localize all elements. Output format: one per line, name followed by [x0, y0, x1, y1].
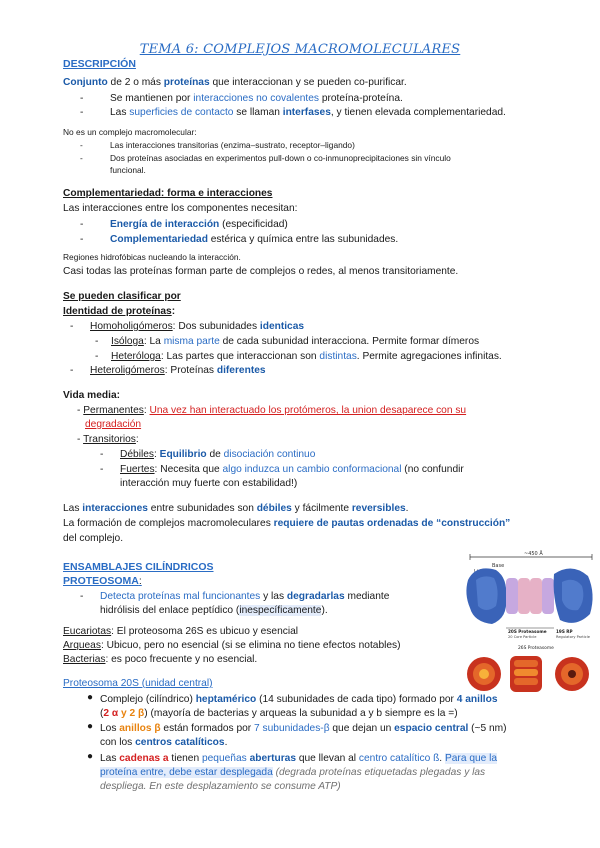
heterologa-line: - Heteróloga: Las partes que interaccionan son distintas. Permite agregaciones infinitas.: [95, 351, 502, 362]
label-19s-sub: Regulatory Particle: [556, 635, 590, 639]
label-20s-sub: 20 Core Particle: [508, 635, 537, 639]
left-cap-highlight: [476, 576, 498, 610]
label-20s: 20S Proteasome: [508, 629, 547, 634]
p20s-item-1: Complejo (cilíndrico) heptamérico (14 subunidades de cada tipo) formado por 4 anillos: [100, 694, 498, 705]
transitorios-line: - Transitorios:: [77, 434, 139, 445]
comp-item-a: - Energía de interacción (especificidad): [80, 219, 288, 230]
desc-line-2: - Se mantienen por interacciones no covalentes proteína-proteína.: [80, 93, 403, 104]
ring-alpha-1: [506, 578, 518, 614]
parrafo-3: del complejo.: [63, 533, 124, 544]
proteosoma-heading: PROTEOSOMA:: [63, 575, 142, 587]
fuertes-line: - Fuertes: Necesita que algo induzca un cambio conformacional (no confundir: [100, 464, 464, 475]
p20s-item-3: Las cadenas a tienen pequeñas aberturas que llevan al centro catalítico ß. Para que la: [100, 753, 498, 764]
p20s-item-1-cont: (2 α y 2 β) (mayoría de bacterias y arqueas la subunidad a y b siempre es la =): [100, 708, 458, 719]
end-view-left: [467, 657, 501, 691]
bullet-2: ●: [87, 721, 94, 732]
clasificar-sub: Identidad de proteínas:: [63, 306, 176, 317]
page-title: TEMA 6: COMPLEJOS MACROMOLECULARES: [139, 42, 461, 57]
arqueas-line: Arqueas: Ubicuo, pero no esencial (si se elimina no tiene efectos notables): [63, 640, 401, 651]
proteosoma-desc-1: - Detecta proteínas mal funcionantes y las degradarlas mediante: [80, 591, 390, 602]
label-19s: 19S RP: [556, 629, 573, 634]
comp-item-b: - Complementariedad estérica y química entre las subunidades.: [80, 234, 399, 245]
right-cap-highlight: [562, 580, 583, 611]
section-heading-complementariedad: Complementariedad: forma e interacciones: [63, 188, 273, 199]
comp-line-1: Las interacciones entre los componentes necesitan:: [63, 203, 298, 214]
parrafo-2: La formación de complejos macromoleculares requiere de pautas ordenadas de “construcción”: [63, 518, 511, 529]
vida-heading: Vida media:: [63, 390, 121, 401]
ring-beta-1: [518, 578, 530, 614]
scale-label: ~450 Å: [524, 551, 543, 557]
debiles-line: - Débiles: Equilibrio de disociación continuo: [100, 449, 316, 460]
eucariotas-line: Eucariotas: El proteosoma 26S es ubicuo y esencial: [63, 626, 299, 637]
section-heading-ensamblajes: ENSAMBLAJES CILÍNDRICOS: [63, 561, 214, 573]
hetero-line: - Heteroligómeros: Proteínas diferentes: [70, 365, 266, 376]
proteosoma-desc-2: hidrólisis del enlace peptídico (inespecíficamente).: [100, 605, 328, 616]
permanentes-cont: degradación: [85, 419, 142, 430]
p20s-item-2-cont: con los centros catalíticos.: [100, 737, 228, 748]
fuertes-cont: interacción muy fuerte con estabilidad!): [120, 478, 298, 489]
bullet-3: ●: [87, 751, 94, 762]
parrafo-1: Las interacciones entre subunidades son débiles y fácilmente reversibles.: [63, 503, 409, 514]
homo-line: - Homoholigómeros: Dos subunidades identicas: [70, 321, 305, 332]
desc-line-3: - Las superficies de contacto se llaman interfases, y tienen elevada complementariedad.: [80, 107, 506, 118]
label-26s: 26S Proteasome: [518, 646, 554, 651]
no-complejo-item-2: - Dos proteínas asociadas en experimentos pull-down o co-inmunoprecipitaciones sin vínculo: [80, 153, 451, 163]
p20s-item-3-cont: proteína entre, debe estar desplegada (degrada proteínas etiquetadas plegadas y las: [100, 767, 486, 778]
desc-line-1: Conjunto de 2 o más proteínas que interaccionan y se pueden co-purificar.: [63, 77, 407, 88]
bacterias-line: Bacterias: es poco frecuente y no esencial.: [63, 654, 258, 665]
proteasome-diagram: [462, 548, 598, 698]
no-complejo-intro: No es un complejo macromolecular:: [63, 127, 197, 137]
ring-beta-2: [530, 578, 542, 614]
no-complejo-item-1: - Las interacciones transitorias (enzima–sustrato, receptor–ligando): [80, 140, 355, 150]
permanentes-line: - Permanentes: Una vez han interactuado los protómeros, la union desaparece con su: [77, 405, 467, 416]
comp-line-4: Casi todas las proteínas forman parte de complejos o redes, al menos transitoriamente.: [63, 266, 459, 277]
section-heading-clasificar: Se pueden clasificar por: [63, 291, 181, 302]
p20s-item-3-cont2: despliega. En este desplazamiento se consume ATP): [100, 781, 341, 792]
p20s-item-2: Los anillos β están formados por 7 subunidades-β que dejan un espacio central (~5 nm): [100, 723, 507, 734]
side-view-middle: [510, 656, 542, 692]
proteosoma-20s-link[interactable]: Proteosoma 20S (unidad central): [63, 678, 213, 689]
proteasome-figure: [462, 548, 598, 698]
section-heading-descripcion: DESCRIPCIÓN: [63, 58, 136, 70]
bullet-1: ●: [87, 692, 94, 703]
isologa-line: - Isóloga: La misma parte de cada subunidad interacciona. Permite formar dímeros: [95, 336, 480, 347]
base-label: Base: [492, 563, 505, 569]
ring-alpha-2: [542, 578, 554, 614]
no-complejo-item-2-cont: funcional.: [110, 165, 146, 175]
end-view-right: [555, 657, 589, 691]
comp-small-note: Regiones hidrofóbicas nucleando la interacción.: [63, 252, 241, 262]
